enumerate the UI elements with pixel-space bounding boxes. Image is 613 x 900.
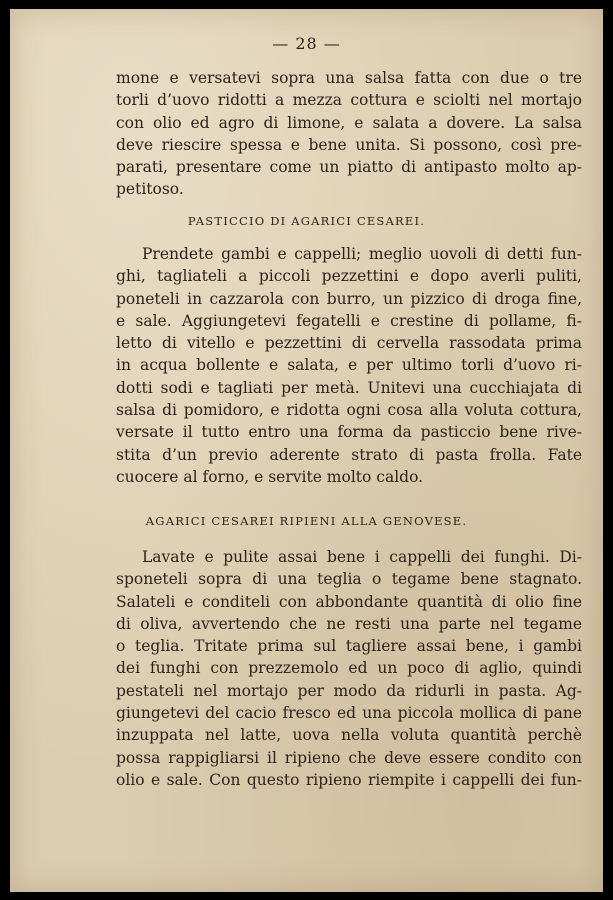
paragraph-line: dei funghi con prezzemolo ed un poco di aglio, quindi bbox=[116, 659, 582, 678]
paragraph-line: cuocere al forno, e servite molto caldo. bbox=[116, 467, 424, 486]
paragraph-line: dotti sodi e tagliati per metà. Unitevi una cucchiajata di bbox=[116, 378, 582, 397]
section-heading-pasticcio: PASTICCIO DI AGARICI CESAREI. bbox=[187, 214, 426, 228]
paragraph-line: di oliva, avvertendo che ne resti una parte nel tegame bbox=[116, 614, 582, 633]
paragraph-line: inzuppata nel latte, uova nella voluta quantità perchè bbox=[116, 726, 582, 745]
paragraph-line: poneteli in cazzarola con burro, un pizzico di droga fine, bbox=[116, 289, 582, 308]
section-paragraph-pasticcio bbox=[116, 243, 582, 488]
paragraph-line: o teglia. Tritate prima sul tagliere assai bene, i gambi bbox=[116, 637, 582, 656]
paragraph-line: in acqua bollente e salata, e per ultimo torli d’uovo ri- bbox=[116, 356, 582, 375]
paragraph-line: olio e sale. Con questo ripieno riempite i cappelli dei fun- bbox=[116, 770, 582, 789]
paragraph-line: letto di vitello e pezzettini di cervella rassodata prima bbox=[116, 334, 582, 353]
section-paragraph-ripieni bbox=[116, 546, 582, 791]
paragraph-line: salsa di pomidoro, e ridotta ogni cosa alla voluta cottura, bbox=[116, 401, 582, 420]
paragraph-line: petitoso. bbox=[116, 180, 184, 199]
paragraph-line: con olio ed agro di limone, e salata a dovere. La salsa bbox=[116, 113, 582, 132]
book-page bbox=[10, 9, 603, 892]
paragraph-line: deve riescire spessa e bene unita. Si possono, così pre- bbox=[116, 135, 582, 154]
page-number: — 28 — bbox=[272, 34, 341, 53]
paragraph-line: mone e versatevi sopra una salsa fatta con due o tre bbox=[116, 69, 582, 87]
paragraph-line: stita d’un previo aderente strato di pasta frolla. Fate bbox=[116, 445, 582, 464]
paragraph-line: possa rappigliarsi il ripieno che deve essere condito con bbox=[116, 748, 582, 767]
paragraph-line: versate il tutto entro una forma da pasticcio bene rive- bbox=[116, 423, 582, 442]
paragraph-line: torli d’uovo ridotti a mezza cottura e sciolti nel mortajo bbox=[116, 91, 582, 110]
paragraph-line: e sale. Aggiungetevi fegatelli e crestine di pollame, fi- bbox=[116, 311, 582, 330]
paragraph-line: Prendete gambi e cappelli; meglio uovoli di detti fun- bbox=[142, 245, 582, 263]
paragraph-line: pestateli nel mortajo per modo da ridurli in pasta. Ag- bbox=[116, 681, 582, 700]
intro-paragraph bbox=[116, 67, 582, 201]
paragraph-line: Salateli e conditeli con abbondante quantità di olio fine bbox=[116, 592, 582, 611]
paragraph-line: sponeteli sopra di una teglia o tegame bene stagnato. bbox=[116, 570, 582, 589]
paragraph-line: ghi, tagliateli a piccoli pezzettini e dopo averli puliti, bbox=[116, 267, 582, 286]
paragraph-line: giungetevi del cacio fresco ed una piccola mollica di pane bbox=[116, 704, 582, 723]
paragraph-line: Lavate e pulite assai bene i cappelli dei funghi. Di- bbox=[142, 548, 582, 566]
section-heading-ripieni: AGARICI CESAREI RIPIENI ALLA GENOVESE. bbox=[145, 514, 468, 528]
paragraph-line: parati, presentare come un piatto di antipasto molto ap- bbox=[116, 158, 582, 177]
